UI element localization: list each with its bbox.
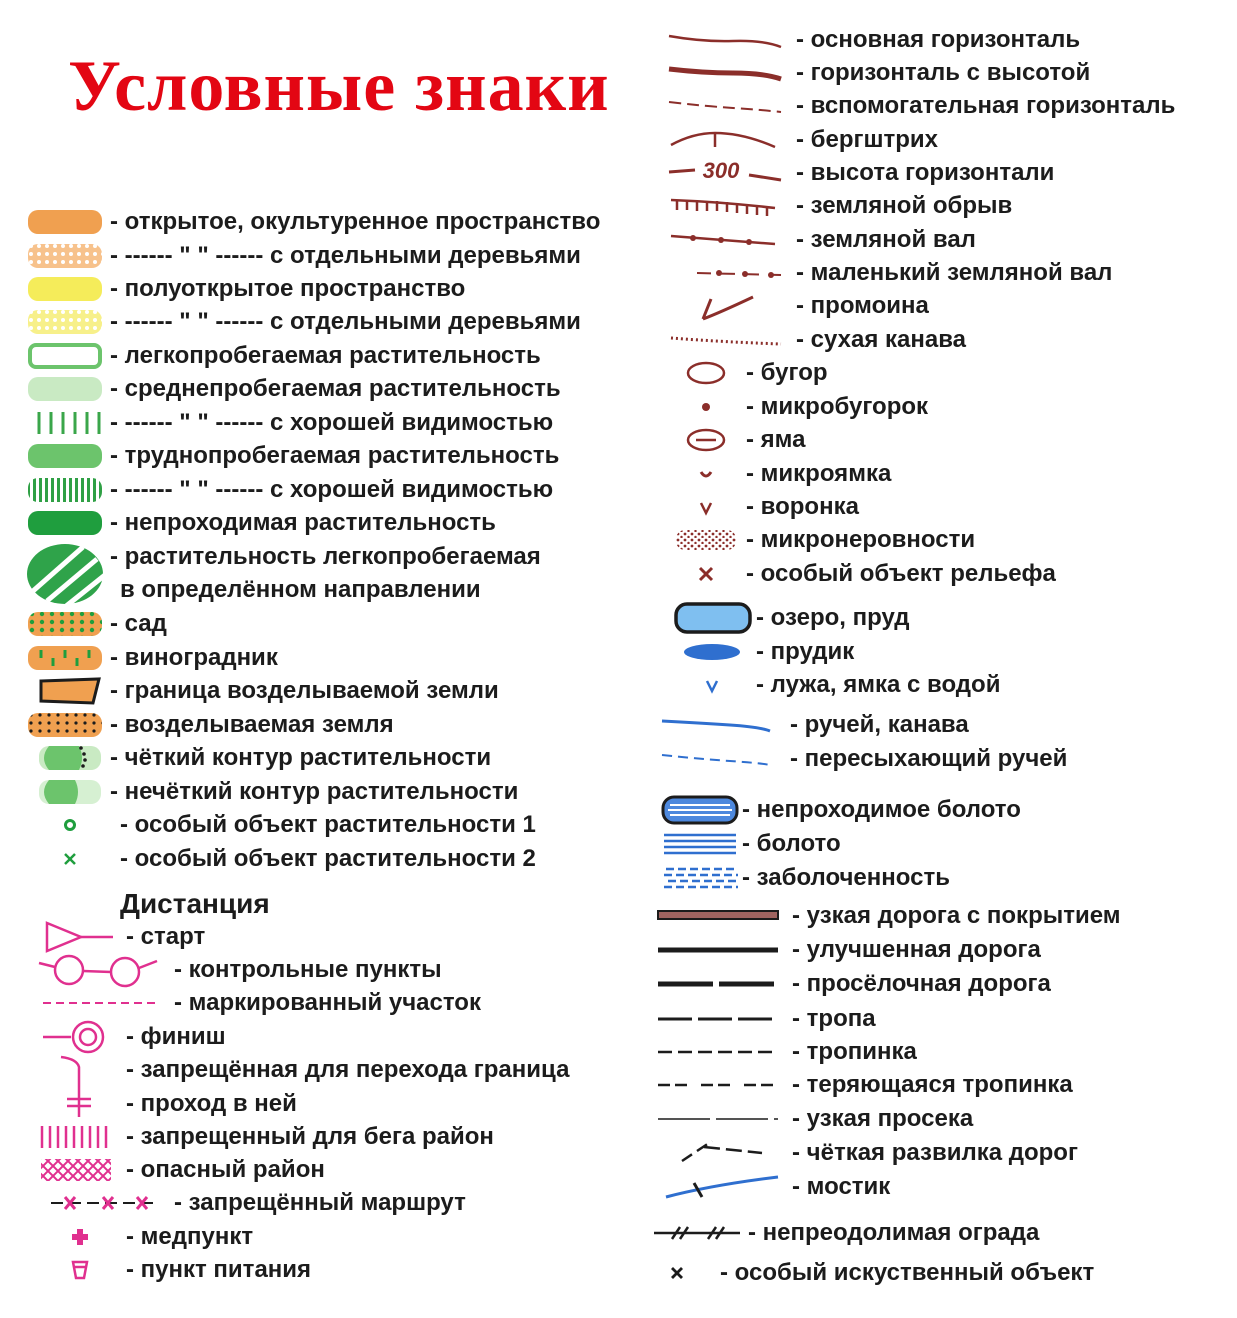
legend-label: - микроямка	[746, 460, 892, 487]
list-item	[22, 809, 536, 841]
legend-label: - микронеровности	[746, 526, 976, 553]
pit-icon	[660, 495, 744, 519]
uncrossable-marsh-icon	[660, 794, 740, 826]
list-item	[650, 934, 1041, 966]
legend-label: - прудик	[756, 638, 855, 665]
list-item	[660, 862, 950, 894]
light-green-area-icon	[22, 375, 108, 403]
water-hole-icon	[660, 673, 754, 697]
list-item	[22, 474, 553, 506]
list-item	[22, 843, 536, 875]
list-item	[22, 240, 581, 272]
list-item	[650, 968, 1051, 1000]
light-green-outlined-area-icon	[22, 342, 108, 370]
earth-bank-icon	[660, 194, 786, 218]
earth-wall-icon	[660, 228, 786, 252]
list-item	[30, 1021, 226, 1053]
legend-label: - воронка	[746, 493, 859, 520]
stream-icon	[660, 713, 780, 737]
legend-label: - открытое, окультуренное пространство	[110, 208, 601, 235]
legend-label: - бергштрих	[796, 126, 939, 153]
list-item	[660, 524, 975, 556]
list-item	[22, 440, 559, 472]
list-item	[660, 357, 828, 389]
list-item	[660, 458, 891, 490]
course-heading: Дистанция	[120, 888, 270, 919]
green-dense-lines-icon	[22, 476, 108, 504]
list-item	[22, 675, 499, 707]
legend-label: - земляной вал	[796, 226, 976, 253]
list-item	[650, 1257, 1094, 1289]
legend-label: - земляной обрыв	[796, 192, 1013, 219]
list-item	[22, 541, 541, 573]
legend-label: - сухая канава	[796, 326, 967, 353]
legend-label: - просёлочная дорога	[792, 970, 1051, 997]
legend-label: - среднепробегаемая растительность	[110, 375, 561, 402]
legend-label: - старт	[126, 923, 206, 950]
seasonal-stream-icon	[660, 747, 780, 771]
page-title: Условные знаки	[68, 46, 610, 126]
list-item	[22, 373, 561, 405]
list-item	[30, 1254, 311, 1286]
list-item	[660, 124, 938, 156]
legend-label: - медпункт	[126, 1223, 254, 1250]
legend-label: - пересыхающий ручей	[790, 745, 1068, 772]
legend-label: - узкая просека	[792, 1105, 974, 1132]
legend-label: - горизонталь с высотой	[796, 59, 1091, 86]
legend-label: - чёткий контур растительности	[110, 744, 492, 771]
list-item	[30, 1187, 466, 1219]
list-item	[22, 273, 465, 305]
legend-label: - легкопробегаемая растительность	[110, 342, 541, 369]
cultivated-land-icon	[22, 711, 108, 739]
slope-line-icon	[660, 125, 786, 155]
yellow-dotted-area-icon	[22, 308, 108, 336]
list-item	[22, 206, 600, 238]
pond-icon	[660, 640, 754, 664]
legend-label: - лужа, ямка с водой	[756, 671, 1001, 698]
legend-label: - запрещенный для бега район	[126, 1123, 494, 1150]
special-manmade-icon	[650, 1263, 710, 1283]
legend-label: - проход в ней	[126, 1090, 297, 1117]
legend-label: - растительность легкопробегаемая	[110, 543, 541, 570]
path-junction-icon	[650, 1137, 782, 1169]
refreshment-icon	[30, 1258, 116, 1282]
list-item	[660, 224, 976, 256]
list-item	[650, 1003, 876, 1035]
list-item	[660, 424, 805, 456]
list-item	[660, 290, 929, 322]
list-item	[30, 1154, 325, 1186]
legend-label: - запрещённый маршрут	[174, 1189, 466, 1216]
list-item	[660, 391, 928, 423]
legend-label: - теряющаяся тропинка	[792, 1071, 1073, 1098]
cultivated-boundary-icon	[22, 677, 108, 705]
list-item	[30, 1054, 569, 1086]
legend-label: - сад	[110, 610, 167, 637]
legend-label: - особый объект растительности 1	[120, 811, 536, 838]
legend-label: - непроходимое болото	[742, 796, 1021, 823]
legend-label: - вспомогательная горизонталь	[796, 92, 1176, 119]
vehicle-track-icon	[650, 974, 782, 994]
legend-label: - промоина	[796, 292, 929, 319]
legend-label: - нечёткий контур растительности	[110, 778, 519, 805]
legend-label: - бугор	[746, 359, 828, 386]
list-item	[650, 900, 1121, 932]
orange-area-icon	[22, 208, 108, 236]
marsh-icon	[660, 829, 740, 859]
legend-label: - особый искуственный объект	[720, 1259, 1095, 1286]
indistinct-marsh-icon	[660, 863, 740, 893]
legend-label: - финиш	[126, 1023, 226, 1050]
paved-road-icon	[650, 906, 782, 926]
legend-label: - заболоченность	[742, 864, 950, 891]
small-path-icon	[650, 1042, 782, 1062]
legend-label: - ------ " " ------ с отдельными деревьями	[110, 308, 581, 335]
list-item	[22, 340, 541, 372]
list-item	[30, 954, 442, 986]
list-item	[22, 709, 394, 741]
footpath-icon	[650, 1009, 782, 1029]
list-item	[650, 1103, 973, 1135]
legend-label: - ------ " " ------ с отдельными деревьями	[110, 242, 581, 269]
control-points-icon	[30, 951, 164, 989]
list-item	[30, 921, 205, 953]
out-of-bounds-icon	[30, 1123, 116, 1151]
start-triangle-icon	[30, 920, 116, 954]
erosion-gully-icon	[660, 289, 786, 323]
crossing-point-icon	[30, 1087, 116, 1121]
legend-label: - особый объект растительности 2	[120, 845, 536, 872]
list-item	[30, 987, 481, 1019]
list-item	[660, 828, 841, 860]
lake-icon	[660, 601, 754, 635]
legend-label: - контрольные пункты	[174, 956, 442, 983]
list-item	[660, 157, 1054, 189]
legend-label: - пункт питания	[126, 1256, 312, 1283]
legend-label: - труднопробегаемая растительность	[110, 442, 560, 469]
index-contour-icon	[660, 61, 786, 85]
legend-label: - маленький земляной вал	[796, 259, 1113, 286]
legend-label: - мостик	[792, 1173, 891, 1200]
list-item	[660, 491, 859, 523]
yellow-area-icon	[22, 275, 108, 303]
legend-label: - виноградник	[110, 644, 278, 671]
legend-label: - ------ " " ------ с хорошей видимостью	[110, 409, 554, 436]
knoll-icon	[660, 359, 744, 387]
forbidden-route-icon	[30, 1189, 164, 1217]
legend-label: - улучшенная дорога	[792, 936, 1041, 963]
footbridge-icon	[650, 1171, 782, 1203]
legend-label: - чёткая развилка дорог	[792, 1139, 1078, 1166]
list-item	[660, 636, 854, 668]
list-item	[30, 1221, 253, 1253]
legend-label: - непреодолимая ограда	[748, 1219, 1040, 1246]
legend-label: - высота горизонтали	[796, 159, 1055, 186]
list-item	[660, 558, 1056, 590]
mid-green-area-icon	[22, 442, 108, 470]
special-landform-icon	[660, 562, 744, 586]
list-item	[660, 190, 1012, 222]
legend-label-continued: в определённом направлении	[120, 576, 481, 603]
list-item	[650, 1217, 1039, 1249]
finish-icon	[30, 1019, 116, 1055]
orange-dotted-area-icon	[22, 242, 108, 270]
list-item	[660, 709, 969, 741]
green-cross-icon	[22, 849, 118, 869]
list-item	[22, 507, 496, 539]
list-item	[30, 1121, 494, 1153]
legend-label: - озеро, пруд	[756, 604, 910, 631]
list-item	[660, 57, 1090, 89]
list-item	[660, 324, 966, 356]
list-item	[650, 1036, 917, 1068]
list-item	[22, 407, 553, 439]
small-knoll-icon	[660, 395, 744, 419]
legend-label: - ------ " " ------ с хорошей видимостью	[110, 476, 554, 503]
list-item	[660, 90, 1175, 122]
directional-vegetation-icon	[22, 541, 108, 607]
legend-label: - непроходимая растительность	[110, 509, 496, 536]
form-line-icon	[660, 94, 786, 118]
list-item	[30, 1088, 297, 1120]
orchard-icon	[22, 610, 108, 638]
legend-label: - тропа	[792, 1005, 876, 1032]
legend-label: - яма	[746, 426, 806, 453]
list-item	[22, 608, 167, 640]
small-depression-icon	[660, 462, 744, 486]
list-item	[660, 257, 1112, 289]
vineyard-icon	[22, 644, 108, 672]
legend-label: - граница возделываемой земли	[110, 677, 499, 704]
green-circle-icon	[22, 815, 118, 835]
list-item	[660, 602, 909, 634]
list-item	[660, 669, 1000, 701]
list-item	[22, 306, 581, 338]
list-item	[650, 1069, 1073, 1101]
list-item	[650, 1137, 1078, 1169]
legend-label: - возделываемая земля	[110, 711, 394, 738]
legend-label: - основная горизонталь	[796, 26, 1081, 53]
legend-label: - полуоткрытое пространство	[110, 275, 466, 302]
broken-ground-icon	[660, 526, 744, 554]
legend-label: - тропинка	[792, 1038, 917, 1065]
dry-ditch-icon	[660, 328, 786, 352]
uncrossable-fence-icon	[650, 1223, 746, 1243]
list-item	[22, 642, 278, 674]
less-distinct-path-icon	[650, 1075, 782, 1095]
legend-label: - маркированный участок	[174, 989, 481, 1016]
forbidden-boundary-icon	[30, 1053, 116, 1087]
dark-green-area-icon	[22, 509, 108, 537]
green-vertical-lines-icon	[22, 409, 108, 437]
legend-label: - особый объект рельефа	[746, 560, 1056, 587]
depression-icon	[660, 426, 744, 454]
first-aid-icon	[30, 1225, 116, 1249]
dangerous-area-icon	[30, 1156, 116, 1184]
list-item	[660, 743, 1067, 775]
list-item	[660, 794, 1021, 826]
indistinct-vegetation-edge-icon	[22, 778, 108, 806]
distinct-vegetation-edge-icon	[22, 744, 108, 772]
improved-road-icon	[650, 940, 782, 960]
small-earth-wall-icon	[660, 261, 786, 285]
legend-label: - ручей, канава	[790, 711, 969, 738]
marked-route-icon	[30, 998, 164, 1008]
legend-label: - опасный район	[126, 1156, 325, 1183]
legend-label: - запрещённая для перехода граница	[126, 1056, 570, 1083]
contour-value-text: 300	[702, 158, 740, 183]
contour-value-icon	[660, 158, 786, 188]
legend-label: - узкая дорога с покрытием	[792, 902, 1121, 929]
narrow-ride-icon	[650, 1109, 782, 1129]
legend-label: - микробугорок	[746, 393, 929, 420]
list-item	[650, 1171, 890, 1203]
list-item	[22, 776, 518, 808]
list-item	[660, 24, 1080, 56]
contour-icon	[660, 28, 786, 52]
list-item	[22, 742, 491, 774]
legend-label: - болото	[742, 830, 841, 857]
